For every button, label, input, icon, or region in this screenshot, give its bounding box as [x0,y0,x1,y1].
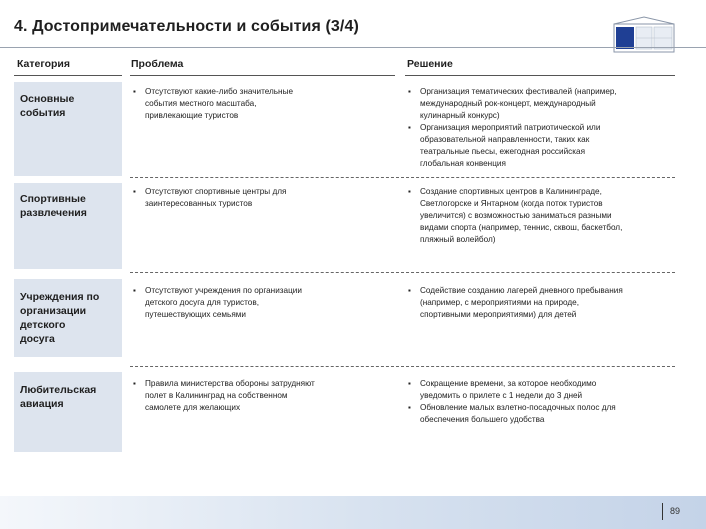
page-number: 89 [670,506,681,516]
row-divider [130,366,675,367]
header-rule-category [14,75,122,76]
title-divider [0,47,706,48]
footer-band [0,496,706,529]
header-rule-solution [405,75,675,76]
header-problem: Проблема [131,58,184,70]
row-divider [130,272,675,273]
logo-icon [612,16,676,54]
category-label: Учреждения по организации детского досуга [20,291,100,345]
row-divider [130,177,675,178]
category-label: Спортивные развлечения [20,193,87,219]
header-solution: Решение [407,58,453,70]
category-label: Основные события [20,93,75,119]
header-rule-problem [130,75,395,76]
header-category: Категория [17,58,71,70]
page-title: 4. Достопримечательности и события (3/4) [14,18,359,35]
page-number-divider [662,503,663,520]
category-label: Любительская авиация [20,384,97,410]
